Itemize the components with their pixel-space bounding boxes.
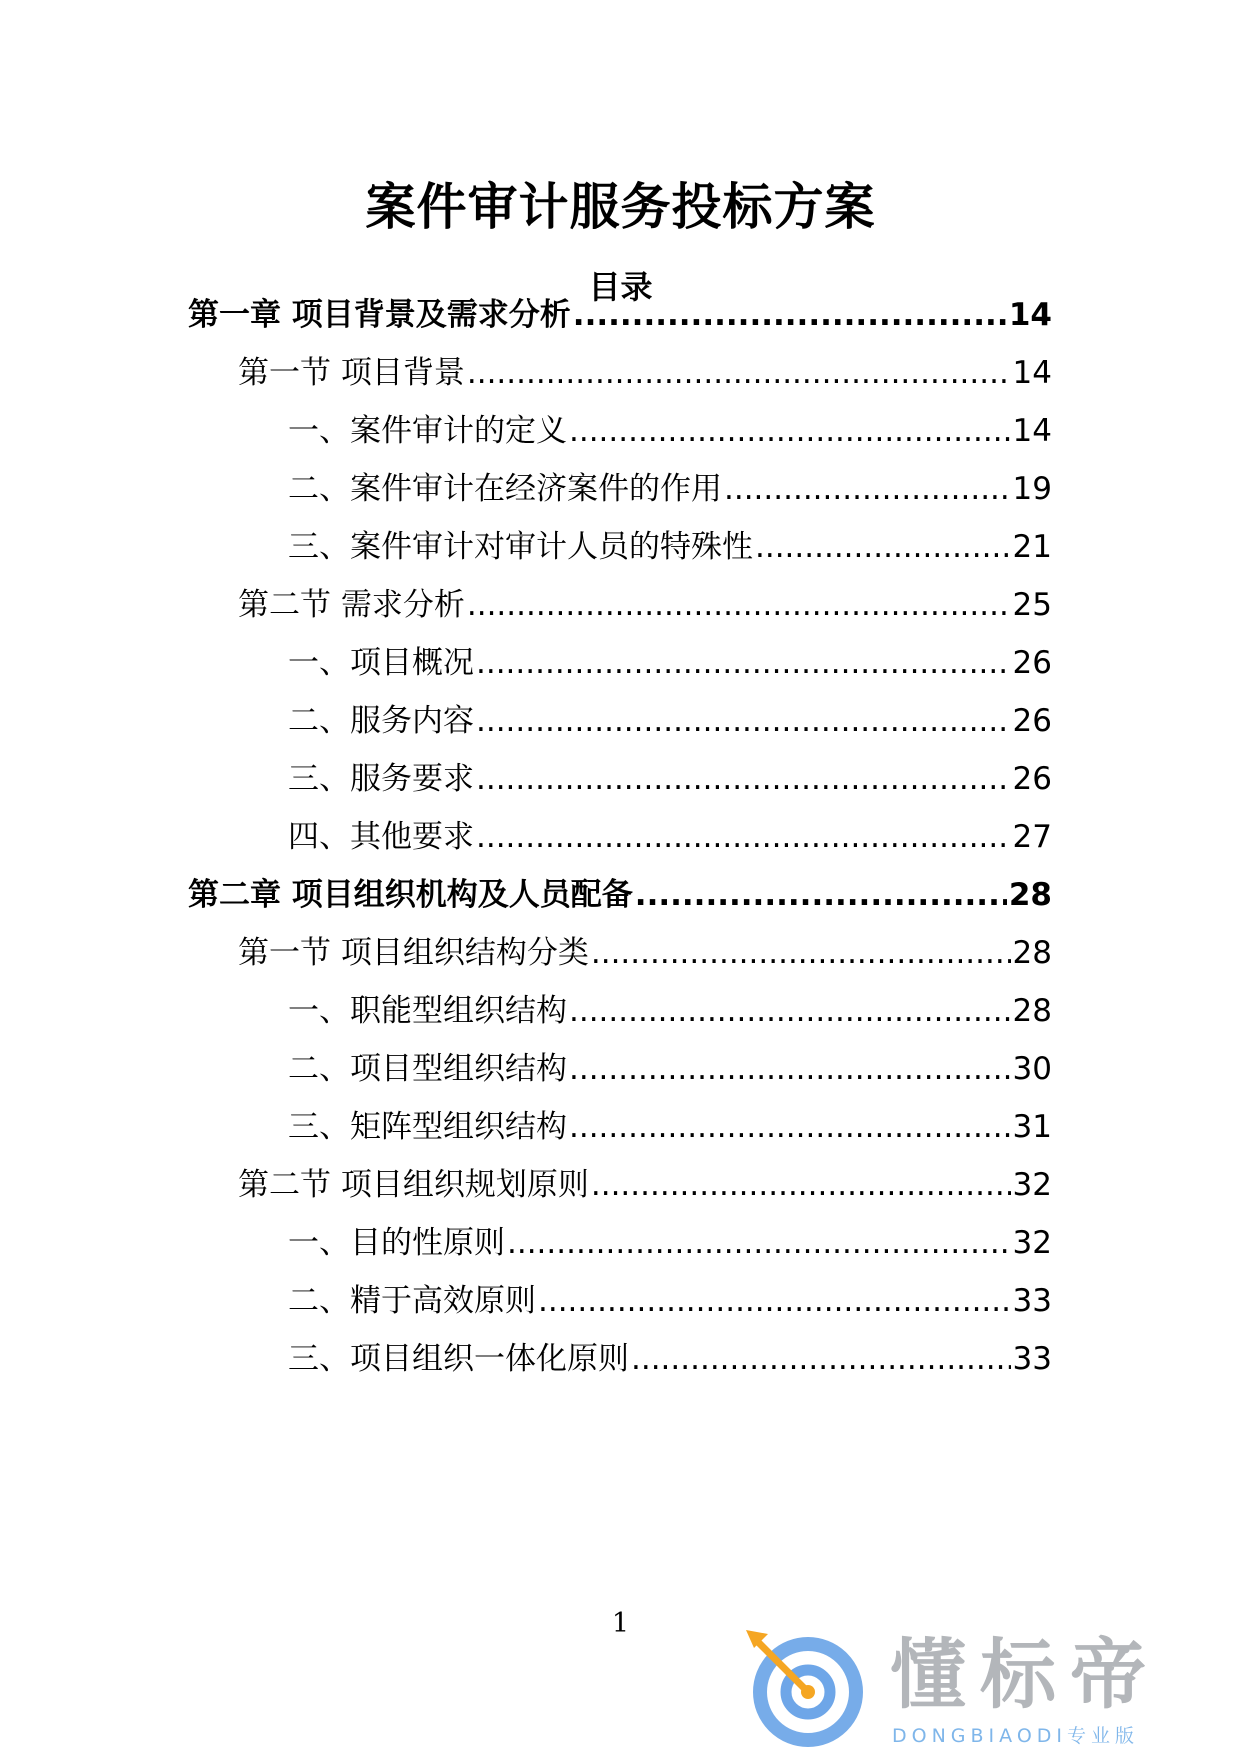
toc-dot-leader: [467, 348, 1011, 398]
toc-dot-leader: [476, 696, 1011, 746]
page-number: 1: [611, 1608, 630, 1639]
toc-entry-chapter-1[interactable]: [188, 290, 1052, 340]
toc-entry-page: 19: [1012, 471, 1052, 507]
toc-entry-chapter-2[interactable]: [188, 870, 1052, 920]
toc-entry-page: 28: [1008, 877, 1052, 913]
toc-entry-label: 第一章 项目背景及需求分析: [188, 297, 571, 333]
toc-entry-section[interactable]: [238, 928, 1052, 978]
toc-entry-item[interactable]: [288, 1044, 1052, 1094]
toc-entry-item[interactable]: [288, 986, 1052, 1036]
toc-entry-label: 一、职能型组织结构: [288, 993, 567, 1029]
toc-entry-item[interactable]: [288, 638, 1052, 688]
watermark-brand: 懂标帝: [890, 1630, 1160, 1719]
toc-entry-page: 25: [1012, 587, 1052, 623]
toc-dot-leader: [569, 406, 1011, 456]
toc-entry-item[interactable]: [288, 696, 1052, 746]
target-arrow-icon: [740, 1628, 870, 1754]
toc-dot-leader: [569, 1102, 1011, 1152]
toc-entry-item[interactable]: [288, 1334, 1052, 1384]
toc-entry-label: 二、精于高效原则: [288, 1283, 536, 1319]
toc-dot-leader: [573, 290, 1007, 340]
toc-entry-page: 33: [1012, 1283, 1052, 1319]
toc-entry-label: 第二节 项目组织规划原则: [238, 1167, 589, 1203]
toc-entry-label: 三、案件审计对审计人员的特殊性: [288, 529, 753, 565]
toc-entry-label: 一、项目概况: [288, 645, 474, 681]
toc-entry-page: 26: [1012, 761, 1052, 797]
toc-entry-page: 26: [1012, 703, 1052, 739]
toc-entry-item[interactable]: [288, 812, 1052, 862]
toc-entry-item[interactable]: [288, 464, 1052, 514]
toc-entry-item[interactable]: [288, 1218, 1052, 1268]
toc-heading: 目录: [588, 268, 653, 306]
toc-entry-page: 14: [1012, 413, 1052, 449]
toc-entry-page: 14: [1008, 297, 1052, 333]
toc-entry-section[interactable]: [238, 348, 1052, 398]
toc-entry-page: 27: [1012, 819, 1052, 855]
toc-entry-item[interactable]: [288, 1102, 1052, 1152]
toc-dot-leader: [476, 812, 1011, 862]
toc-entry-page: 32: [1012, 1167, 1052, 1203]
toc-entry-page: 21: [1012, 529, 1052, 565]
toc-entry-label: 二、项目型组织结构: [288, 1051, 567, 1087]
toc-entry-label: 四、其他要求: [288, 819, 474, 855]
toc-dot-leader: [591, 1160, 1011, 1210]
toc-entry-label: 第二节 需求分析: [238, 587, 465, 623]
watermark-subtitle: DONGBIAODI专业版: [892, 1725, 1140, 1747]
toc-entry-label: 第一节 项目背景: [238, 355, 465, 391]
toc-dot-leader: [724, 464, 1011, 514]
watermark: [740, 1628, 1220, 1748]
toc-entry-item[interactable]: [288, 1276, 1052, 1326]
toc-entry-section[interactable]: [238, 580, 1052, 630]
toc-entry-page: 30: [1012, 1051, 1052, 1087]
toc-entry-label: 一、目的性原则: [288, 1225, 505, 1261]
toc-entry-page: 32: [1012, 1225, 1052, 1261]
toc-entry-label: 三、服务要求: [288, 761, 474, 797]
toc-dot-leader: [635, 870, 1007, 920]
toc-entry-page: 31: [1012, 1109, 1052, 1145]
toc-dot-leader: [507, 1218, 1011, 1268]
toc-dot-leader: [538, 1276, 1011, 1326]
toc-entry-page: 14: [1012, 355, 1052, 391]
toc-dot-leader: [476, 638, 1011, 688]
toc-entry-label: 第二章 项目组织机构及人员配备: [188, 877, 633, 913]
toc-entry-page: 26: [1012, 645, 1052, 681]
toc-dot-leader: [569, 986, 1011, 1036]
toc-entry-item[interactable]: [288, 522, 1052, 572]
toc-dot-leader: [591, 928, 1011, 978]
document-title: 案件审计服务投标方案: [365, 178, 876, 236]
toc-entry-label: 三、项目组织一体化原则: [288, 1341, 629, 1377]
toc-entry-page: 28: [1012, 935, 1052, 971]
toc-entry-item[interactable]: [288, 754, 1052, 804]
toc-entry-section[interactable]: [238, 1160, 1052, 1210]
toc-entry-label: 第一节 项目组织结构分类: [238, 935, 589, 971]
toc-dot-leader: [476, 754, 1011, 804]
toc-entry-label: 二、案件审计在经济案件的作用: [288, 471, 722, 507]
toc-entry-page: 28: [1012, 993, 1052, 1029]
toc-entry-label: 三、矩阵型组织结构: [288, 1109, 567, 1145]
toc-entry-item[interactable]: [288, 406, 1052, 456]
toc-entry-label: 一、案件审计的定义: [288, 413, 567, 449]
toc-dot-leader: [569, 1044, 1011, 1094]
toc-dot-leader: [755, 522, 1011, 572]
toc-entry-page: 33: [1012, 1341, 1052, 1377]
toc-entry-label: 二、服务内容: [288, 703, 474, 739]
toc-dot-leader: [467, 580, 1011, 630]
toc-dot-leader: [631, 1334, 1011, 1384]
